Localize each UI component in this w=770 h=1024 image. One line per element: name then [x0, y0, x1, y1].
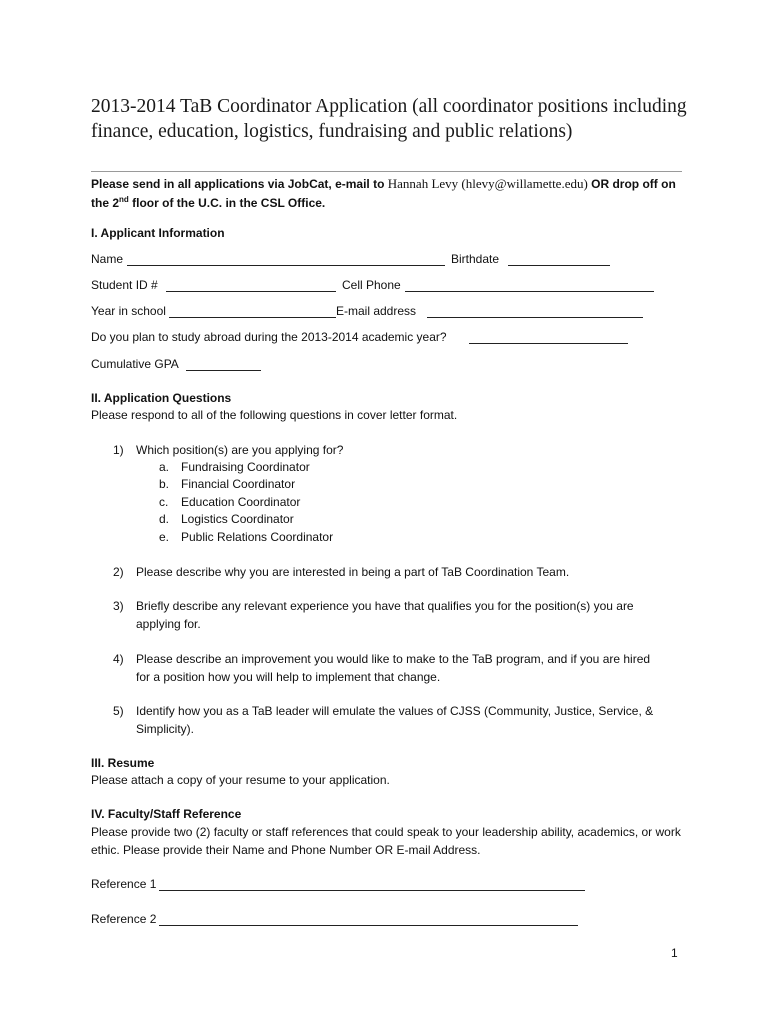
question-text: Identify how you as a TaB leader will emulate the values of CJSS (Community, Justice, Service, & Simplicity). — [136, 704, 654, 736]
student-id-field[interactable] — [166, 291, 336, 292]
reference2-field[interactable] — [159, 925, 578, 926]
student-id-label: Student ID # — [91, 278, 158, 292]
reference1-field[interactable] — [159, 890, 585, 891]
position-letter: e. — [159, 530, 170, 544]
section4-text: Please provide two (2) faculty or staff references that could speak to your leadership ability, academics, or work ethic. Please provide their Name and Phone Number OR E-mail Address. — [91, 825, 681, 857]
page-number: 1 — [671, 946, 678, 960]
email-label: E-mail address — [336, 304, 417, 318]
position-item: Public Relations Coordinator — [181, 530, 334, 544]
question-number: 5) — [113, 704, 124, 718]
position-letter: b. — [159, 477, 170, 491]
cell-phone-label: Cell Phone — [342, 278, 401, 292]
position-letter: d. — [159, 512, 170, 526]
year-field[interactable] — [169, 317, 336, 318]
study-abroad-field[interactable] — [469, 343, 628, 344]
section3-text: Please attach a copy of your resume to your application. — [91, 773, 390, 787]
position-item: Fundraising Coordinator — [181, 460, 310, 474]
question-text: Briefly describe any relevant experience you have that qualifies you for the position(s) you are applying for. — [136, 599, 634, 631]
question-text: Which position(s) are you applying for? — [136, 443, 344, 457]
birthdate-field[interactable] — [508, 265, 610, 266]
question-text: Please describe an improvement you would like to make to the TaB program, and if you are hired for a position how you will help to implement that change. — [136, 652, 651, 684]
cell-phone-field[interactable] — [405, 291, 654, 292]
name-field[interactable] — [127, 265, 445, 266]
position-item: Logistics Coordinator — [181, 512, 294, 526]
instructions-part3: floor of the U.C. in the CSL Office. — [128, 196, 326, 210]
name-label: Name — [91, 252, 124, 266]
section3-heading: III. Resume — [91, 756, 155, 770]
question-text: Please describe why you are interested in being a part of TaB Coordination Team. — [136, 565, 570, 579]
gpa-field[interactable] — [186, 370, 261, 371]
instructions-superscript: nd — [119, 195, 129, 204]
section1-heading: I. Applicant Information — [91, 226, 225, 240]
reference1-label: Reference 1 — [91, 877, 157, 891]
section2-heading: II. Application Questions — [91, 391, 232, 405]
section2-intro: Please respond to all of the following questions in cover letter format. — [91, 408, 458, 422]
contact-info: Hannah Levy (hlevy@willamette.edu) — [387, 176, 588, 191]
birthdate-label: Birthdate — [451, 252, 500, 266]
position-item: Education Coordinator — [181, 495, 301, 509]
instructions-part2: OR drop off on the 2 — [91, 177, 676, 210]
position-letter: c. — [159, 495, 169, 509]
study-abroad-label: Do you plan to study abroad during the 2013-2014 academic year? — [91, 330, 447, 344]
question-number: 1) — [113, 443, 124, 457]
gpa-label: Cumulative GPA — [91, 357, 179, 371]
question-number: 3) — [113, 599, 124, 613]
document-title: 2013-2014 TaB Coordinator Application (all coordinator positions including finance, education, logistics, fundraising and public relations) — [91, 96, 687, 142]
year-label: Year in school — [91, 304, 166, 318]
question-number: 2) — [113, 565, 124, 579]
section4-heading: IV. Faculty/Staff Reference — [91, 807, 242, 821]
title-divider — [91, 171, 682, 172]
position-letter: a. — [159, 460, 170, 474]
position-item: Financial Coordinator — [181, 477, 296, 491]
email-field[interactable] — [427, 317, 643, 318]
question-number: 4) — [113, 652, 124, 666]
reference2-label: Reference 2 — [91, 912, 157, 926]
instructions-part1: Please send in all applications via JobCat, e-mail to — [91, 177, 388, 191]
submission-instructions — [91, 174, 691, 213]
